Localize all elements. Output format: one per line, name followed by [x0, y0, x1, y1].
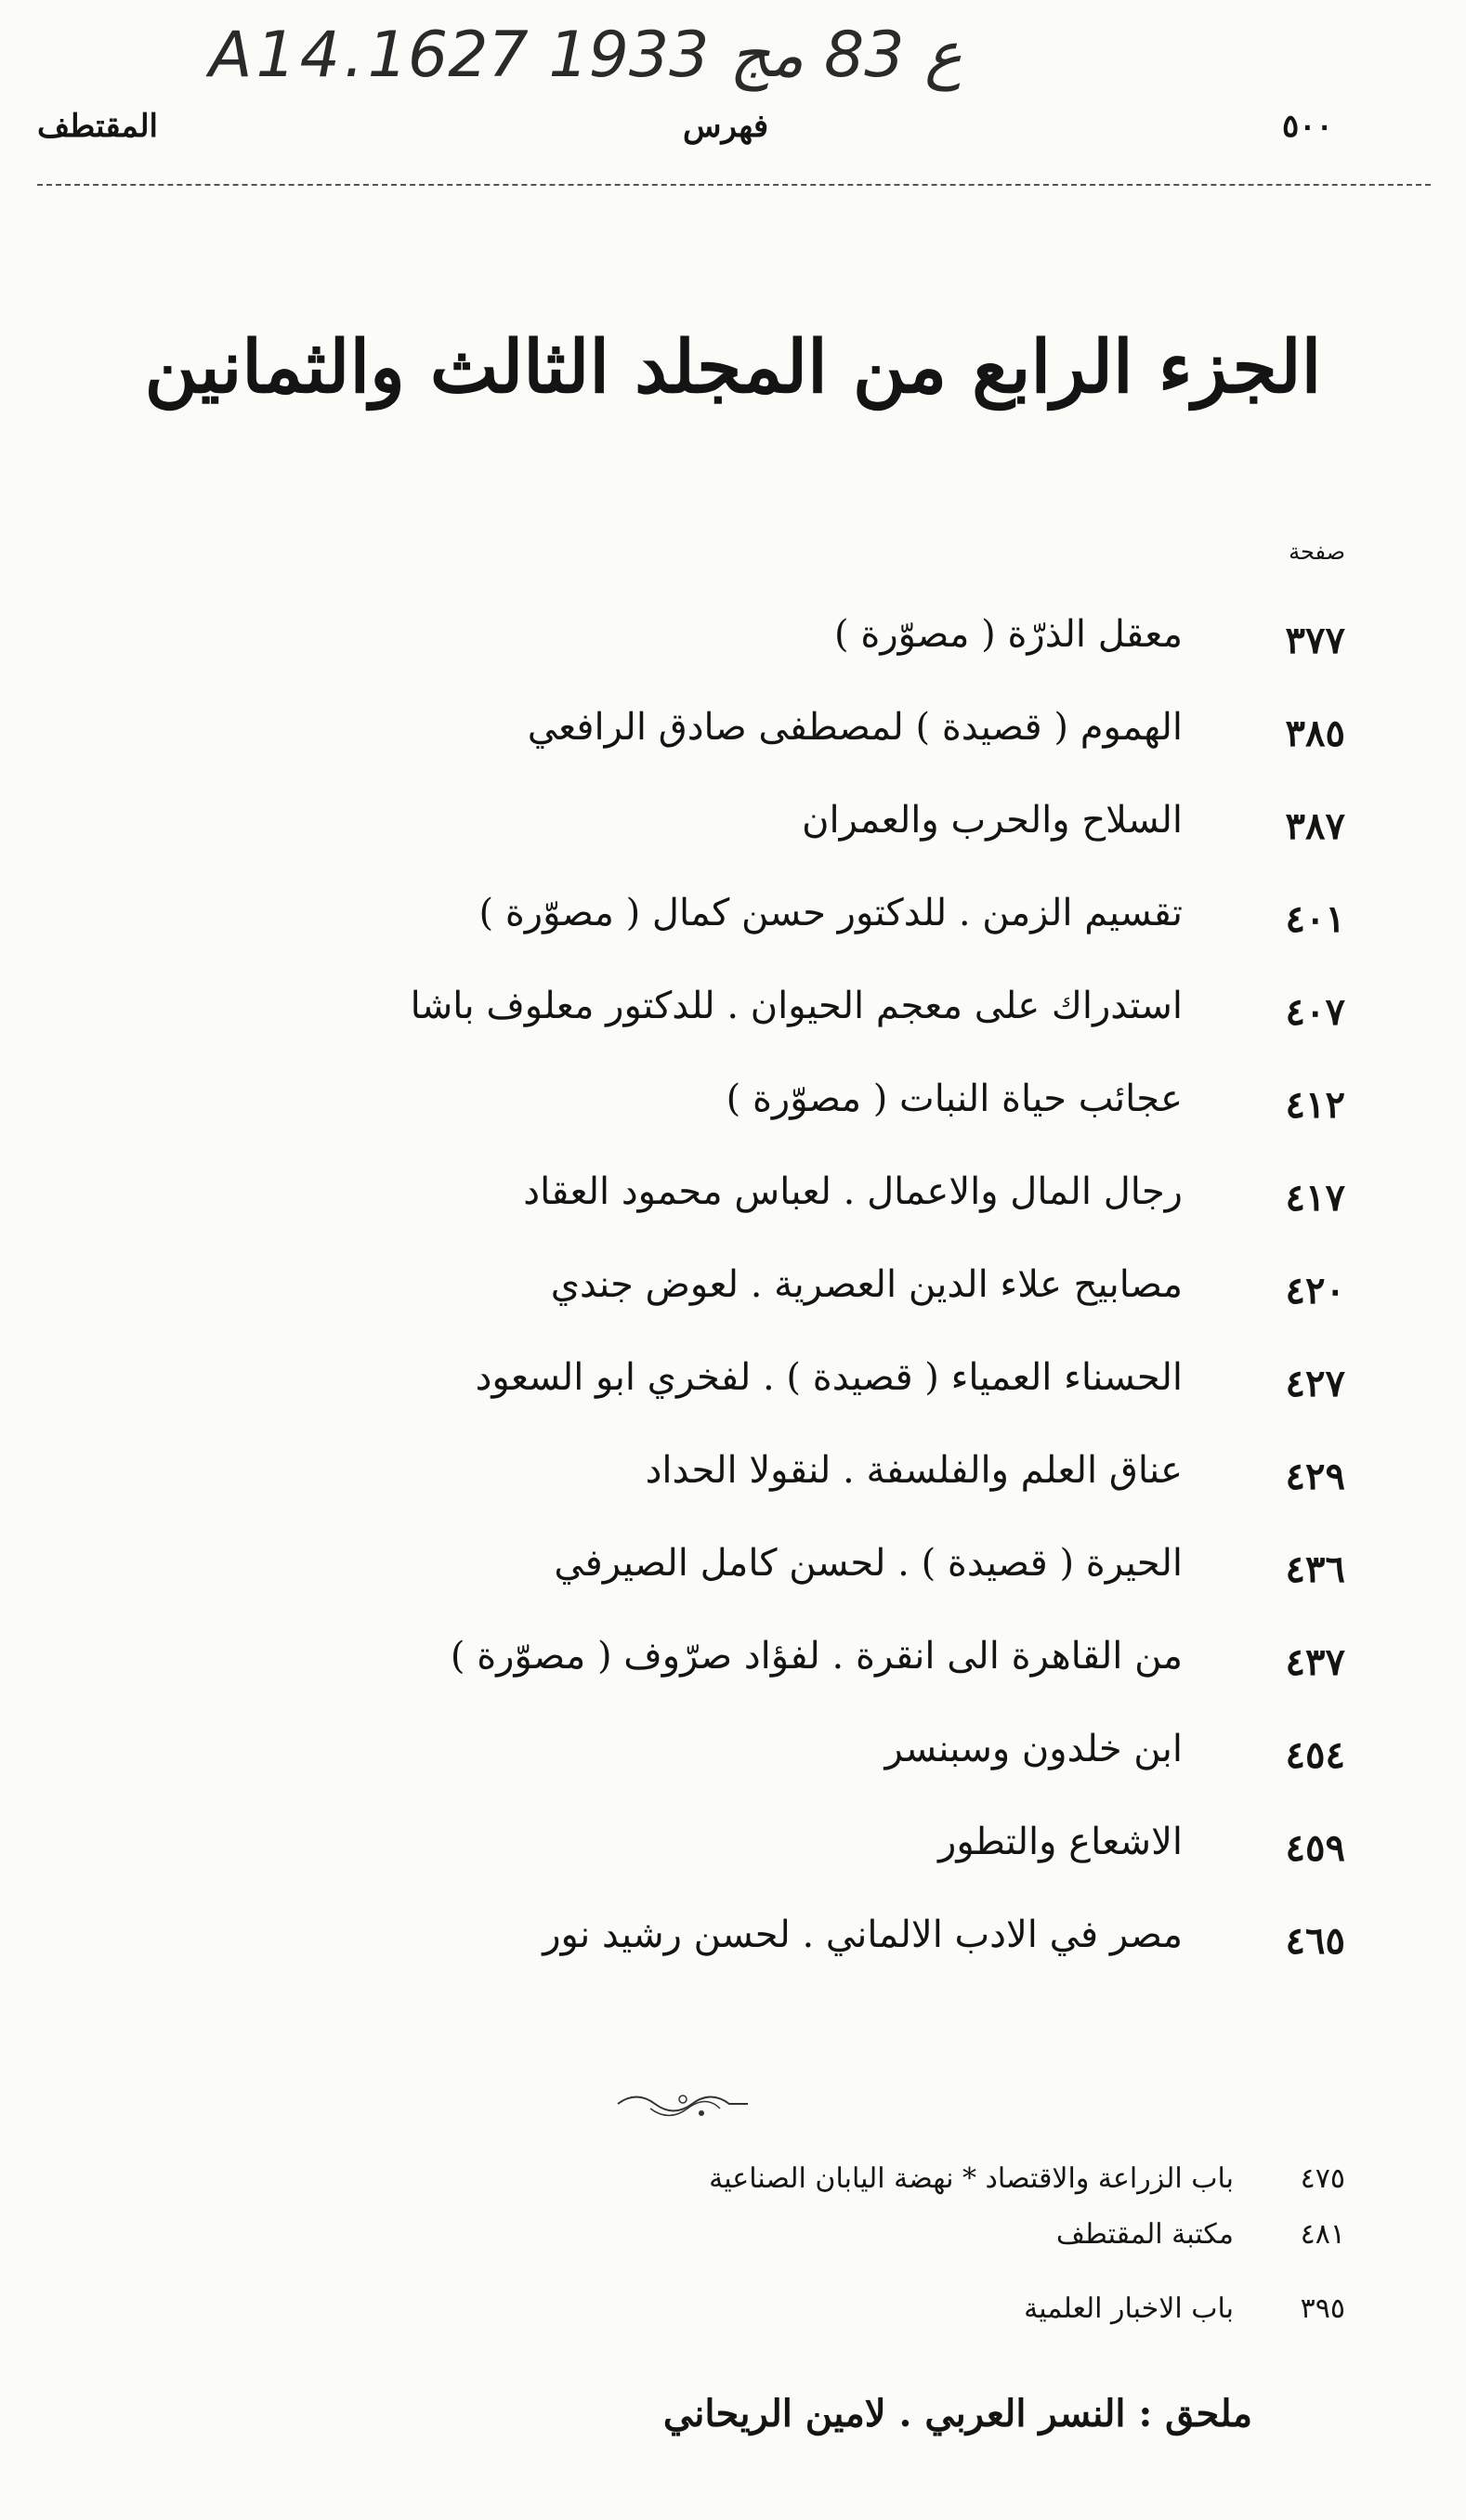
page-title: الجزء الرابع من المجلد الثالث والثمانين — [144, 325, 1322, 410]
toc-entry-title: ابن خلدون وسبنسر — [884, 1728, 1183, 1770]
header-divider — [37, 184, 1431, 186]
toc-page-number: ٤١٧ — [1285, 1176, 1345, 1220]
toc-row — [0, 678, 1466, 771]
toc-entry-title: استدراك على معجم الحيوان . للدكتور معلوف باشا — [410, 985, 1183, 1027]
toc-row — [0, 1050, 1466, 1142]
page-column-label: صفحة — [1289, 539, 1345, 565]
toc-page-number: ٤٠٧ — [1285, 990, 1345, 1034]
toc-row — [0, 1142, 1466, 1235]
toc-entry-title: من القاهرة الى انقرة . لفؤاد صرّوف ( مصوّرة ) — [450, 1635, 1183, 1678]
extra-page-number: ٤٨١ — [1300, 2218, 1345, 2251]
toc-row — [0, 585, 1466, 678]
toc-row — [0, 1328, 1466, 1421]
extra-title: باب الاخبار العلمية — [1024, 2292, 1234, 2325]
list-item — [0, 2285, 1466, 2337]
toc-entry-title: مصابيح علاء الدين العصرية . لعوض جندي — [550, 1263, 1183, 1306]
toc-row — [0, 1421, 1466, 1514]
toc-row — [0, 957, 1466, 1050]
toc-entry-title: مصر في الادب الالماني . لحسن رشيد نور — [543, 1913, 1183, 1956]
toc-page-number: ٤٢٧ — [1285, 1362, 1345, 1405]
toc-entry-title: عجائب حياة النبات ( مصوّرة ) — [726, 1077, 1183, 1120]
extra-page-number: ٤٧٥ — [1300, 2162, 1345, 2195]
toc-entry-title: الحسناء العمياء ( قصيدة ) . لفخري ابو السعود — [475, 1356, 1183, 1399]
toc-page-number: ٤٢٩ — [1285, 1455, 1345, 1498]
extra-page-number: ٣٩٥ — [1300, 2292, 1345, 2325]
extra-title: مكتبة المقتطف — [1055, 2218, 1234, 2251]
running-header — [0, 102, 1466, 158]
toc-row — [0, 864, 1466, 957]
toc-entry-title: عناق العلم والفلسفة . لنقولا الحداد — [645, 1449, 1183, 1492]
appendix-line: ملحق : النسر العربي . لامين الريحاني — [662, 2392, 1252, 2435]
toc-entry-title: رجال المال والاعمال . لعباس محمود العقاد — [523, 1170, 1183, 1213]
toc-row — [0, 1607, 1466, 1700]
decorative-ornament-icon — [613, 2081, 753, 2127]
toc-page-number: ٣٨٧ — [1285, 804, 1345, 848]
list-item — [0, 2211, 1466, 2263]
toc-page-number: ٤٣٦ — [1285, 1547, 1345, 1591]
toc-row — [0, 1700, 1466, 1793]
journal-name: المقتطف — [37, 108, 159, 145]
toc-row — [0, 1793, 1466, 1886]
handwritten-note-text: A14.ع 83 مج 1933 1627 — [209, 19, 962, 92]
toc-entry-title: السلاح والحرب والعمران — [802, 799, 1183, 842]
toc-row — [0, 1514, 1466, 1607]
handwritten-call-number — [0, 0, 1466, 111]
page-number: ٥٠٠ — [1282, 108, 1333, 145]
toc-page-number: ٤٥٤ — [1285, 1733, 1345, 1777]
toc-entry-title: الاشعاع والتطور — [938, 1821, 1183, 1863]
toc-page-number: ٤١٢ — [1285, 1083, 1345, 1127]
toc-page-number: ٤٣٧ — [1285, 1640, 1345, 1684]
toc-page-number: ٤٥٩ — [1285, 1826, 1345, 1870]
list-item — [0, 2155, 1466, 2207]
toc-entry-title: معقل الذرّة ( مصوّرة ) — [834, 613, 1183, 656]
extra-title: باب الزراعة والاقتصاد * نهضة اليابان الصناعية — [709, 2162, 1234, 2195]
toc-row — [0, 771, 1466, 864]
section-label: فهرس — [683, 108, 769, 145]
toc-page-number: ٣٧٧ — [1285, 619, 1345, 662]
toc-row — [0, 1886, 1466, 1978]
toc-page-number: ٤٦٥ — [1285, 1919, 1345, 1963]
toc-page-number: ٤٠١ — [1285, 897, 1345, 941]
toc-page-number: ٤٢٠ — [1285, 1269, 1345, 1312]
toc-entry-title: الهموم ( قصيدة ) لمصطفى صادق الرافعي — [527, 706, 1183, 749]
toc-entry-title: الحيرة ( قصيدة ) . لحسن كامل الصيرفي — [554, 1542, 1183, 1585]
toc-entry-title: تقسيم الزمن . للدكتور حسن كمال ( مصوّرة ) — [478, 892, 1183, 934]
toc-page-number: ٣٨٥ — [1285, 712, 1345, 755]
toc-row — [0, 1235, 1466, 1328]
